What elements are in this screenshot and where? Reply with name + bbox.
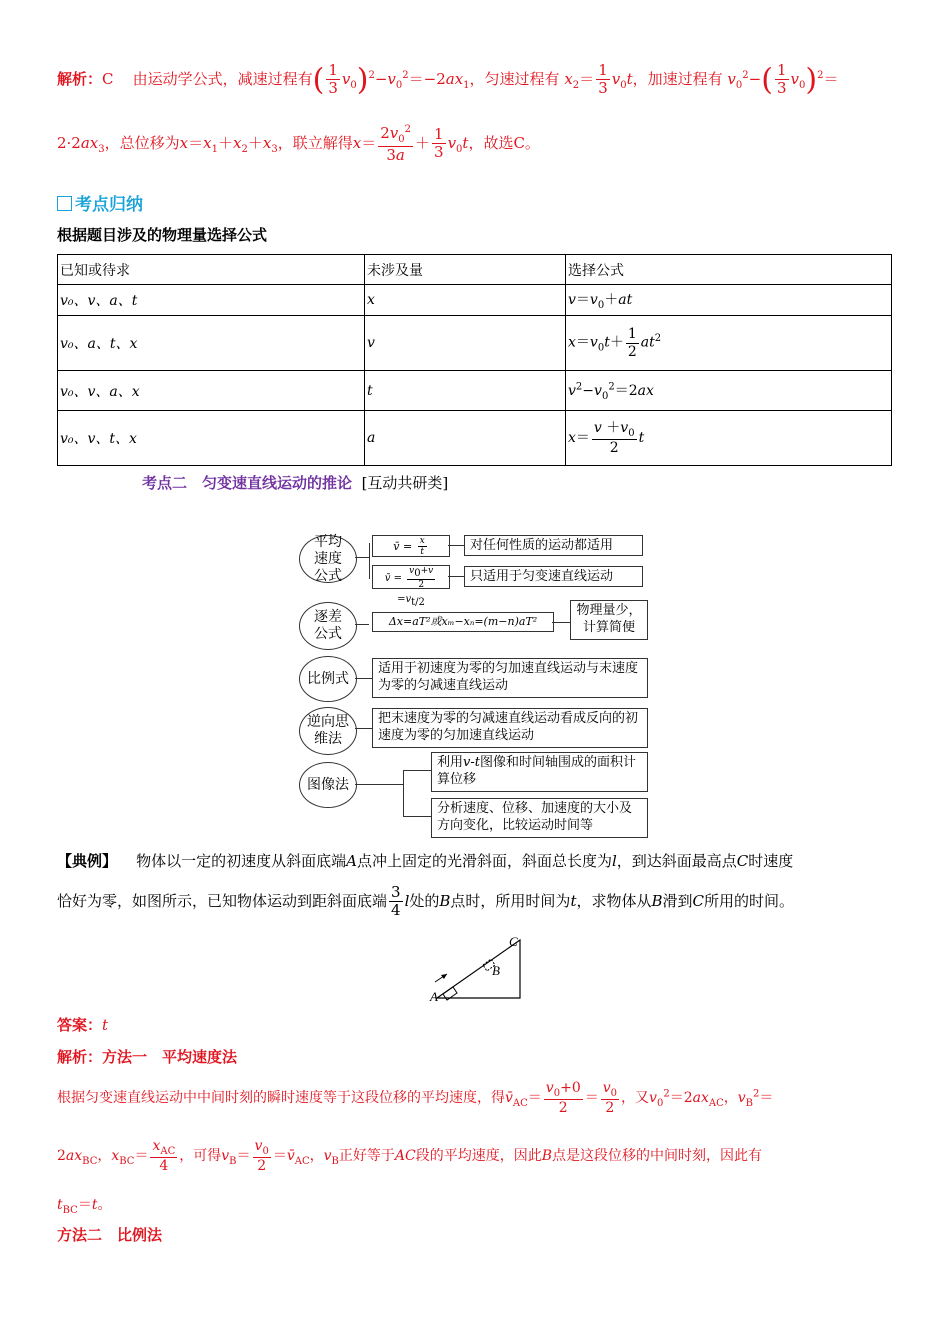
example-text: ，到达斜面最高点 — [616, 852, 737, 870]
analysis-line-2: $2\cdot 2ax_3$，总位移为$x=x_1+x_2+x_3$，联立解得x＝ $\frac{2v_0^2}{3a}$ ＋ $\frac{1}{3}$ $v_0t$，故选C。 — [57, 124, 540, 164]
table-header-row — [58, 255, 892, 285]
checkbox-icon — [57, 196, 72, 211]
table-cell: a — [365, 411, 566, 466]
connector — [403, 770, 431, 771]
answer-value: t — [102, 1016, 109, 1034]
point-label: A — [346, 852, 357, 870]
analysis-text: ，故选C。 — [468, 133, 540, 152]
example-text: 点冲上固定的光滑斜面，斜面总长度为 — [356, 852, 612, 870]
analysis2-label: 解析：方法一 平均速度法 — [57, 1048, 238, 1066]
analysis2-line-2: $2ax_{BC}$，$x_{BC}=$ $\frac{x_{AC}}{4}$ ，可得$v_B=$ $\frac{v_0}{2}$ $=v̄_{AC}$，$v_B$正好等于AC段的平均速度，因此B点是这段位移的中间时刻，因此有 — [57, 1138, 763, 1175]
connector — [403, 816, 431, 817]
node-label: 图像法 — [307, 776, 349, 793]
mindmap-box: 对任何性质的运动都适用 — [464, 535, 643, 556]
table-caption: 根据题目涉及的物理量选择公式 — [57, 226, 268, 244]
node-label: 平均速度公式 — [314, 533, 342, 584]
table-row — [58, 371, 892, 411]
box-text: v-t — [463, 755, 480, 770]
example-text: 时速度 — [748, 852, 794, 870]
table-row — [58, 316, 892, 371]
mindmap-node-reverse-thinking — [299, 707, 357, 755]
connector — [448, 545, 464, 546]
mindmap-node-successive-diff — [299, 602, 357, 650]
mindmap-node-ratio — [299, 656, 357, 702]
formula-cell: x＝ $\frac{v +v_0}{2}$ t — [566, 411, 892, 466]
topic-title — [142, 472, 448, 493]
analysis-text: ，联立解得 — [277, 133, 353, 152]
mindmap-box: 把末速度为零的匀减速直线运动看成反向的初速度为零的匀加速直线运动 — [372, 708, 648, 748]
analysis-text: 正好等于 — [338, 1148, 395, 1165]
connector — [355, 557, 369, 558]
point-label: B — [439, 891, 451, 910]
analysis-text: 由运动学公式，减速过程有 — [132, 69, 313, 88]
analysis-text: 点是这段位移的中间时刻，因此有 — [552, 1148, 763, 1165]
analysis-text: 总位移为 — [119, 133, 180, 152]
analysis2-line-1: 根据匀变速直线运动中中间时刻的瞬时速度等于这段位移的平均速度，得$v̄_{AC}=$ $\frac{v_0+0}{2}$ ＝ $\frac{v_0}{2}$ ，又$v_0^2=2ax_{AC}$，$v_B^2=$ — [57, 1080, 774, 1117]
box-text: 图像和时间轴围成的面积计算位移 — [437, 755, 636, 787]
topic-title-text: 考点二 匀变速直线运动的推论 — [142, 474, 353, 492]
point-label: C — [692, 891, 705, 910]
table-row — [58, 285, 892, 316]
table-cell: t — [365, 371, 566, 411]
example-paragraph — [57, 850, 895, 872]
analysis-text: ，又 — [621, 1090, 650, 1107]
example-text: 处的 — [409, 891, 440, 910]
mindmap-node-graph — [299, 762, 357, 808]
formula-cell: $v^2-v_0^2=2ax$ — [566, 371, 892, 411]
analysis-text: 段的平均速度，因此 — [415, 1148, 542, 1165]
formula-box: v̄ = $\frac{v_0+v}{2}$ $=v_{t/2}$ — [372, 565, 450, 589]
connector — [448, 576, 464, 577]
table-cell: v₀、v、a、t — [58, 285, 365, 316]
table-header: 已知或待求 — [58, 255, 365, 285]
topic-tag: [互动共研类] — [361, 474, 449, 492]
var-label: l — [404, 891, 410, 910]
connector — [355, 728, 372, 729]
example-text: 恰好为零，如图所示，已知物体运动到距斜面底端 — [57, 891, 388, 910]
answer-line — [57, 1014, 108, 1035]
formula-cell: $v=v_0+at$ — [566, 285, 892, 316]
section-heading — [57, 190, 143, 215]
label-c: C — [509, 934, 518, 949]
mindmap-box — [431, 752, 648, 792]
node-label: 比例式 — [307, 670, 349, 687]
node-label: 逐差公式 — [314, 609, 342, 642]
answer-choice: C — [102, 69, 114, 88]
mindmap-box: 分析速度、位移、加速度的大小及方向变化，比较运动时间等 — [431, 798, 648, 838]
table-cell: v₀、v、t、x — [58, 411, 365, 466]
connector — [369, 543, 370, 579]
box-text: 利用 — [437, 755, 464, 770]
example-label: 【典例】 — [57, 852, 118, 870]
incline-figure — [425, 930, 535, 1005]
analysis-text: ，加速过程有 — [632, 69, 723, 88]
var-label: l — [611, 852, 617, 870]
connector — [355, 678, 372, 679]
table-cell: x — [365, 285, 566, 316]
formula-box: v̄ = $\frac{x}{t}$ — [372, 535, 450, 557]
var-label: t — [570, 891, 577, 910]
point-label: B — [651, 891, 663, 910]
table-row — [58, 411, 892, 466]
analysis-text: 根据匀变速直线运动中中间时刻的瞬时速度等于这段位移的平均速度，得 — [57, 1090, 505, 1107]
connector — [552, 622, 570, 623]
formula-box: Δx=aT²或xₘ−xₙ=(m−n)aT² — [372, 612, 554, 632]
table-cell: v — [365, 316, 566, 371]
mindmap-box: 物理量少，计算简便 — [570, 600, 648, 640]
section-heading-text: 考点归纳 — [75, 195, 143, 215]
connector — [403, 770, 404, 816]
connector — [355, 624, 369, 625]
label-a: A — [430, 989, 438, 1004]
example-text: 滑到 — [662, 891, 693, 910]
mindmap-box: 适用于初速度为零的匀加速直线运动与末速度为零的匀减速直线运动 — [372, 658, 648, 698]
analysis-label: 解析： — [57, 69, 103, 88]
analysis2-line-3: $t_{BC}=t$。 — [57, 1197, 112, 1216]
table-header: 选择公式 — [566, 255, 892, 285]
mindmap-node-average-velocity — [299, 535, 357, 583]
example-text: ，求物体从 — [576, 891, 652, 910]
example-text: 所用的时间。 — [704, 891, 795, 910]
analysis-line-1: 解析：C 由运动学公式，减速过程有( $\frac{1}{3}$ $v_0)^2-v_0^2=-2ax_1$，匀速过程有 $x_2=$ $\frac{1}{3}$ $v_0t$，加速过程有 $v_0^2-$( $\frac{1}{3}$ $v_0)^2=$ — [57, 61, 839, 98]
point-label: C — [736, 852, 749, 870]
arrow-head-icon — [441, 974, 447, 979]
table-header: 未涉及量 — [365, 255, 566, 285]
formula-table — [57, 254, 892, 466]
analysis-text: ，可得 — [179, 1148, 222, 1165]
label-b: B — [492, 963, 500, 978]
table-cell: v₀、a、t、x — [58, 316, 365, 371]
node-label: 逆向思维法 — [307, 714, 349, 747]
example-text: 物体以一定的初速度从斜面底端 — [136, 852, 347, 870]
analysis-text: ，匀速过程有 — [469, 69, 560, 88]
method2-label: 方法二 比例法 — [57, 1226, 163, 1244]
table-cell: v₀、v、a、x — [58, 371, 365, 411]
example-text: 点时，所用时间为 — [450, 891, 571, 910]
mindmap-box: 只适用于匀变速直线运动 — [464, 566, 643, 587]
example-paragraph-2: 恰好为零，如图所示，已知物体运动到距斜面底端 $\frac{3}{4}$ l处的B点时，所用时间为t，求物体从B滑到C所用的时间。 — [57, 883, 795, 920]
connector — [355, 784, 403, 785]
formula-cell: $x=v_0t+$ $\frac{1}{2}$ $at^2$ — [566, 316, 892, 371]
answer-label: 答案： — [57, 1016, 103, 1034]
